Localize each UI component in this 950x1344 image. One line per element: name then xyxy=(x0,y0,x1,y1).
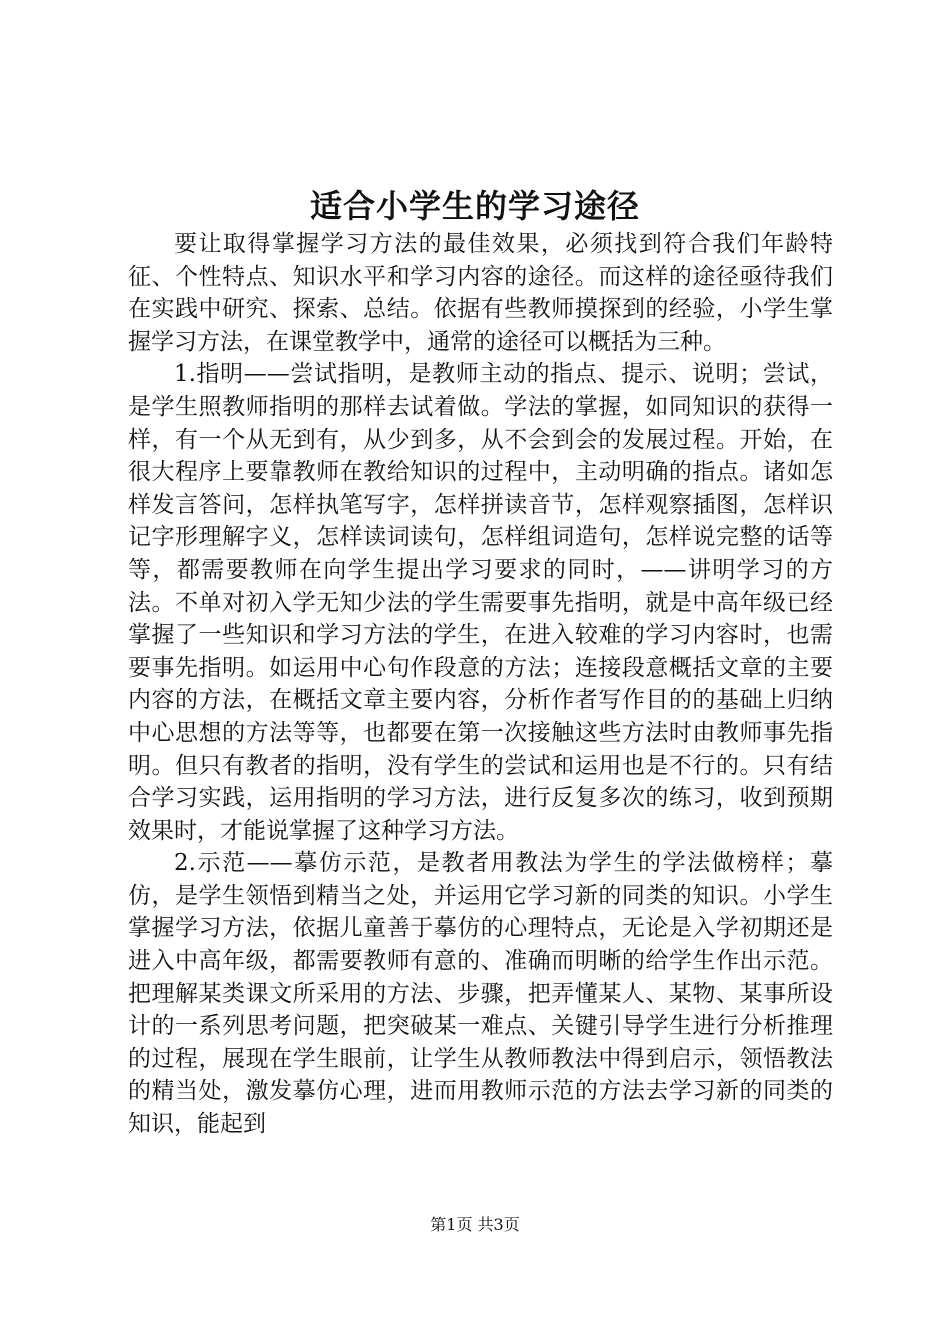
paragraph-intro: 要让取得掌握学习方法的最佳效果，必须找到符合我们年龄特征、个性特点、知识水平和学习内容的途径。而这样的途径亟待我们在实践中研究、探索、总结。依据有些教师摸探到的经验，小学生掌握学习方法，在课堂教学中，通常的途径可以概括为三种。 xyxy=(128,231,833,355)
page-number-label: 第1页 共3页 xyxy=(430,1215,520,1234)
page-title: 适合小学生的学习途径 xyxy=(309,187,640,225)
document-body xyxy=(128,228,833,1141)
paragraph-point-2: 2.示范——摹仿示范，是教者用教法为学生的学法做榜样；摹仿，是学生领悟到精当之处，并运用它学习新的同类的知识。小学生掌握学习方法，依据儿童善于摹仿的心理特点，无论是入学初期还是进入中高年级，都需要教师有意的、准确而明晰的给学生作出示范。把理解某类课文所采用的方法、步骤，把弄懂某人、某物、某事所设计的一系列思考问题，把突破某一难点、关键引导学生进行分析推理的过程，展现在学生眼前，让学生从教师教法中得到启示，领悟教法的精当处，激发摹仿心理，进而用教师示范的方法去学习新的同类的知识，能起到 xyxy=(128,850,833,1138)
paragraph-point-1: 1.指明——尝试指明，是教师主动的指点、提示、说明；尝试，是学生照教师指明的那样去试着做。学法的掌握，如同知识的获得一样，有一个从无到有，从少到多，从不会到会的发展过程。开始，在很大程序上要靠教师在教给知识的过程中，主动明确的指点。诸如怎样发言答问，怎样执笔写字，怎样拼读音节，怎样观察插图，怎样识记字形理解字义，怎样读词读句，怎样组词造句，怎样说完整的话等等，都需要教师在向学生提出学习要求的同时，——讲明学习的方法。不单对初入学无知少法的学生需要事先指明，就是中高年级已经掌握了一些知识和学习方法的学生，在进入较难的学习内容时，也需要事先指明。如运用中心句作段意的方法；连接段意概括文章的主要内容的方法，在概括文章主要内容，分析作者写作目的的基础上归纳中心思想的方法等等，也都要在第一次接触这些方法时由教师事先指明。但只有教者的指明，没有学生的尝试和运用也是不行的。只有结合学习实践，运用指明的学习方法，进行反复多次的练习，收到预期效果时，才能说掌握了这种学习方法。 xyxy=(128,361,833,844)
page-footer xyxy=(0,1213,950,1237)
